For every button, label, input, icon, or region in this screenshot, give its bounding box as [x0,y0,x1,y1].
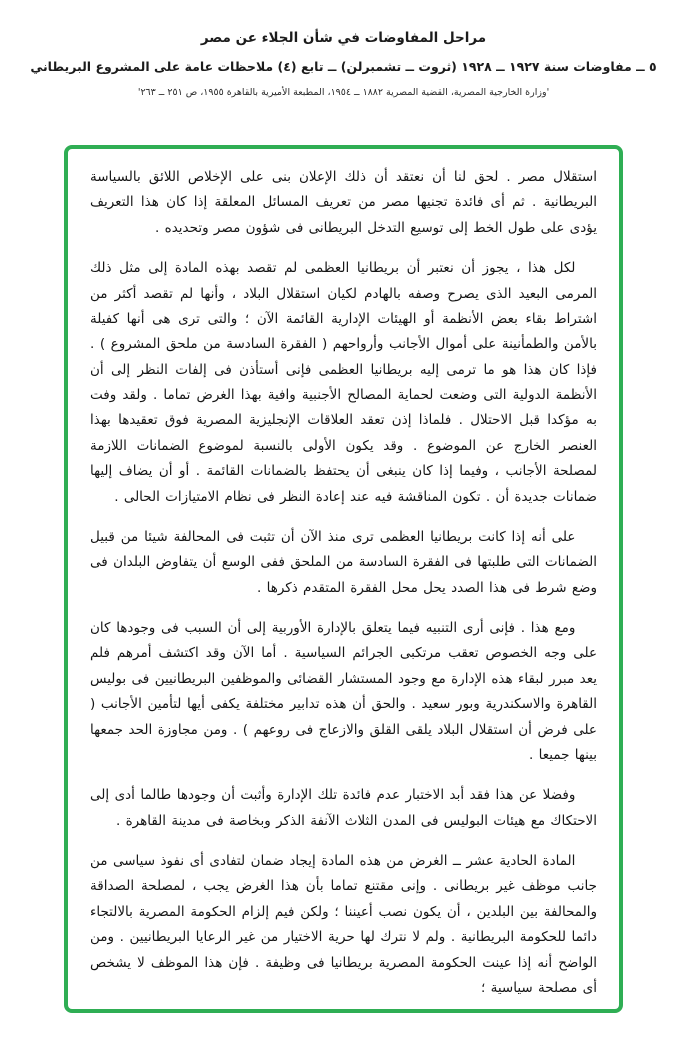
paragraph-guarantees-clause: على أنه إذا كانت بريطانيا العظمى ترى منذ الآن أن تثبت فى المحالفة شيئا من قبيل الضمانات التى طلبتها فى الفقرة السادسة من الملحق ففى الوسع أن يتفاوض البلدان فى وضع شرط فى هذا الصدد يحل محل الفقرة المتقدم ذكرها . [90,528,597,596]
paragraph-article-eleven: المادة الحادية عشر ــ الغرض من هذه المادة إيجاد ضمان لتفادى أى نفوذ سياسى من جانب موظف غير بريطانى . وإنى مقتنع تماما بأن هذا الغرض يجب ، لمصلحة الصداقة والمحالفة بين البلدين ، أن يكون نصب أعيننا ؛ ولكن فيم إلزام الحكومة المصرية بالالتجاء دائما للحكومة البريطانية . ولم لا نترك لها حرية الاختيار من غير الرعايا البريطانيين . ومن الواضح أنه إذا عينت الحكومة المصرية بريطانيا فى وظيفة . فإن هذا الموظف لا يشخص أى مصلحة سياسية ؛ [90,853,597,996]
green-border-text-box [64,145,623,1013]
page-subtitle: ٥ ــ مفاوضات سنة ١٩٢٧ ــ ١٩٢٨ (ثروت ــ تشمبرلن) ــ تابع (٤) ملاحظات عامة على المشروع البريطاني [30,59,657,74]
paragraph-administration-friction: وفضلا عن هذا فقد أبد الاختبار عدم فائدة تلك الإدارة وأثبت أن وجودها طالما أدى إلى الاحتكاك مع هيئات البوليس فى المدن الثلاث الآنفة الذكر وبخاصة فى مدينة القاهرة . [90,787,597,829]
paragraph-independence: استقلال مصر . لحق لنا أن نعتقد أن ذلك الإعلان بنى على الإخلاص اللائق بالسياسة البريطانية . ثم أى فائدة تجنيها مصر من تعريف المسائل المعلقة إذا كان هذا التعريف يؤدى على طول الخط إلى توسيع التدخل البريطانى فى شؤون مصر وتحديده . [90,169,597,236]
document-header [0,0,687,98]
paragraph-article-intent: لكل هذا ، يجوز أن نعتبر أن بريطانيا العظمى لم تقصد بهذه المادة إلى مثل ذلك المرمى البعيد الذى يصرح وصفه بالهادم لكيان استقلال البلاد ، وأنها لم تقصد أكثر من اشتراط بقاء بعض الأنظمة أو الهيئات الإدارية القائمة الآن ؛ والتى ترى هى أنها كفيلة بالأمن والطمأنينة على أموال الأجانب وأرواحهم ( الفقرة السادسة من ملحق المشروع ) . فإذا كان هذا هو ما ترمى إليه بريطانيا العظمى فإنى أستأذن فى إلفات النظر إلى أن الأنظمة الدولية التى وضعت لحماية المصالح الأجنبية وافية بهذا الغرض تماما . ولقد وفت به مؤكدا قبل الاحتلال . فلماذا إذن تعقد العلاقات الإنجليزية المصرية فوق تعقيدها بهذا العنصر الخارج عن الموضوع . وقد يكون الأولى بالنسبة لموضوع الضمانات اللازمة لمصلحة الأجانب ، وفيما إذا كان ينبغى أن يحتفظ بالضمانات القائمة . أو أن يضاف إليها ضمانات جديدة أن . تكون المناقشة فيه عند إعادة النظر فى نظام الامتيازات الحالى . [90,260,597,505]
source-citation: 'وزارة الخارجية المصرية، القضية المصرية ١٨٨٢ ــ ١٩٥٤، المطبعة الأميرية بالقاهرة ١٩٥٥، ص ٢٥١ ــ ٢٦٣' [137,86,550,98]
paragraph-european-administration: ومع هذا . فإنى أرى التنبيه فيما يتعلق بالإدارة الأوربية إلى أن السبب فى وجودها كان على وجه الخصوص تعقب مرتكبى الجرائم السياسية . أما الآن وقد اكتشف أمرهم فلم يعد مبرر لبقاء هذه الإدارة مع وجود المستشار القضائى والموظفين البريطانيين فى بوليس القاهرة والاسكندرية وبور سعيد . والحق أن هذه تدابير مختلفة يكفى أيها لتأمين الأجانب ( على فرض أن استقلال البلاد يلقى القلق والازعاج فى روعهم ) . ومن مجاوزة الحد جمعها بينها جميعا . [90,620,597,763]
page-title: مراحل المفاوضات في شأن الجلاء عن مصر [200,30,487,46]
